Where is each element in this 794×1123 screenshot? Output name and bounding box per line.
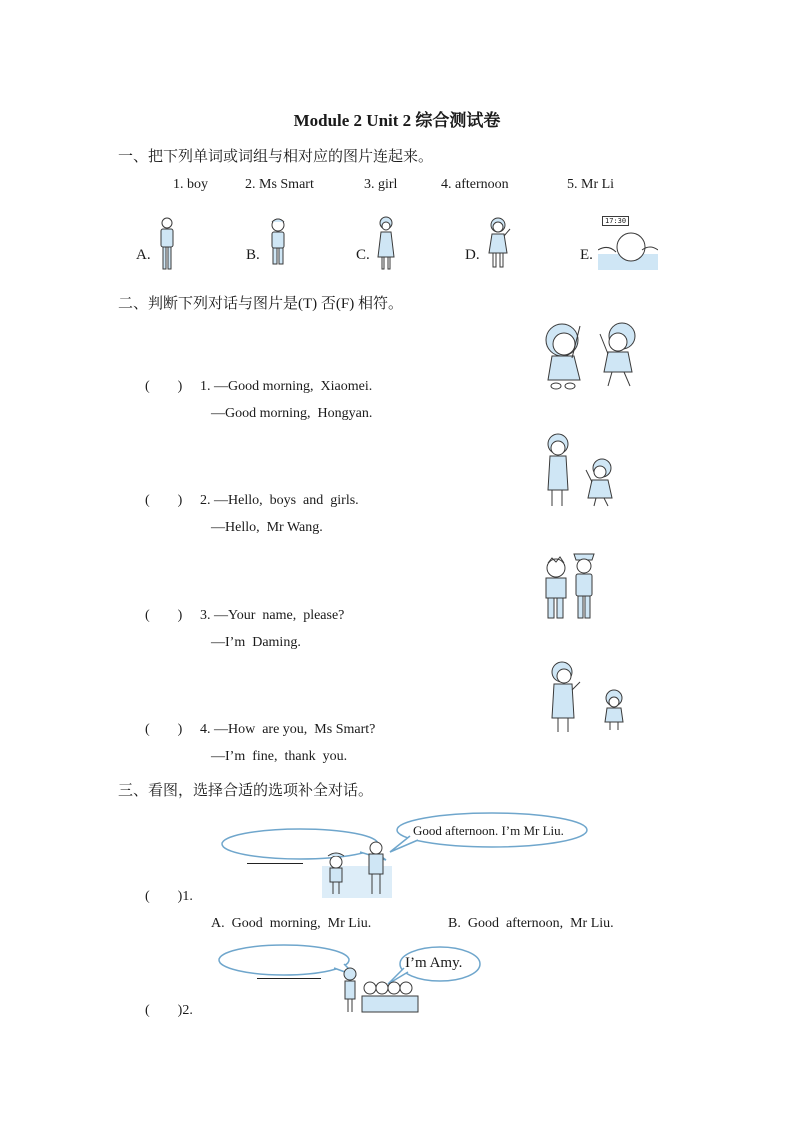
dialog-2-line2: —Hello, Mr Wang. <box>211 520 323 535</box>
answer-bracket-2[interactable]: ( ) <box>145 493 183 508</box>
answer-blank-1[interactable] <box>247 851 303 869</box>
dialog-4-line2: —I’m fine, thank you. <box>211 749 348 764</box>
answer-bracket-3[interactable]: ( ) <box>145 608 183 623</box>
boy-and-policeman-picture <box>540 546 608 622</box>
part3-heading: 三、看图，选择合适的选项补全对话。 <box>118 783 374 799</box>
word-2: 2. Ms Smart <box>245 177 314 192</box>
part2-heading: 二、判断下列对话与图片是(T) 否(F) 相符。 <box>118 296 403 312</box>
girl-figure-icon <box>483 215 513 271</box>
bubble-text-1: Good afternoon. I’m Mr Liu. <box>413 823 564 838</box>
pic-label-a: A. <box>136 247 151 263</box>
pic-label-e: E. <box>580 247 593 263</box>
page-title: Module 2 Unit 2 综合测试卷 <box>293 111 501 130</box>
answer-bracket-q1[interactable]: ( )1. <box>145 889 193 904</box>
man-figure-icon <box>155 215 179 271</box>
bubble-text-2: I’m Amy. <box>405 955 463 971</box>
option-b-q1: B. Good afternoon, Mr Liu. <box>448 916 614 931</box>
answer-bracket-q2[interactable]: ( )2. <box>145 1003 193 1018</box>
pic-label-b: B. <box>246 247 260 263</box>
mr-liu-and-child-picture <box>322 840 392 898</box>
option-a-q1: A. Good morning, Mr Liu. <box>211 916 372 931</box>
dialog-3-line2: —I’m Daming. <box>211 635 301 650</box>
dialog-2-line1: 2. —Hello, boys and girls. <box>200 493 359 508</box>
afternoon-scene <box>598 214 658 270</box>
clock-display: 17:30 <box>602 216 629 226</box>
ms-smart-and-girl-picture <box>544 660 636 734</box>
answer-bracket-4[interactable]: ( ) <box>145 722 183 737</box>
word-1: 1. boy <box>173 177 208 192</box>
two-girls-waving-picture <box>538 318 644 392</box>
dialog-1-line2: —Good morning, Hongyan. <box>211 406 373 421</box>
amy-and-classmates-picture <box>340 966 420 1014</box>
answer-bracket-1[interactable]: ( ) <box>145 379 183 394</box>
boy-figure-icon <box>265 215 291 271</box>
word-3: 3. girl <box>364 177 398 192</box>
pic-label-c: C. <box>356 247 370 263</box>
word-4: 4. afternoon <box>441 177 509 192</box>
pic-label-d: D. <box>465 247 480 263</box>
woman-figure-icon <box>373 215 399 271</box>
dialog-1-line1: 1. —Good morning, Xiaomei. <box>200 379 373 394</box>
word-5: 5. Mr Li <box>567 177 615 192</box>
dialog-4-line1: 4. —How are you, Ms Smart? <box>200 722 376 737</box>
part1-heading: 一、把下列单词或词组与相对应的图片连起来。 <box>118 149 434 165</box>
teacher-and-girl-picture <box>540 432 636 510</box>
dialog-3-line1: 3. —Your name, please? <box>200 608 345 623</box>
answer-blank-2[interactable] <box>257 966 321 984</box>
